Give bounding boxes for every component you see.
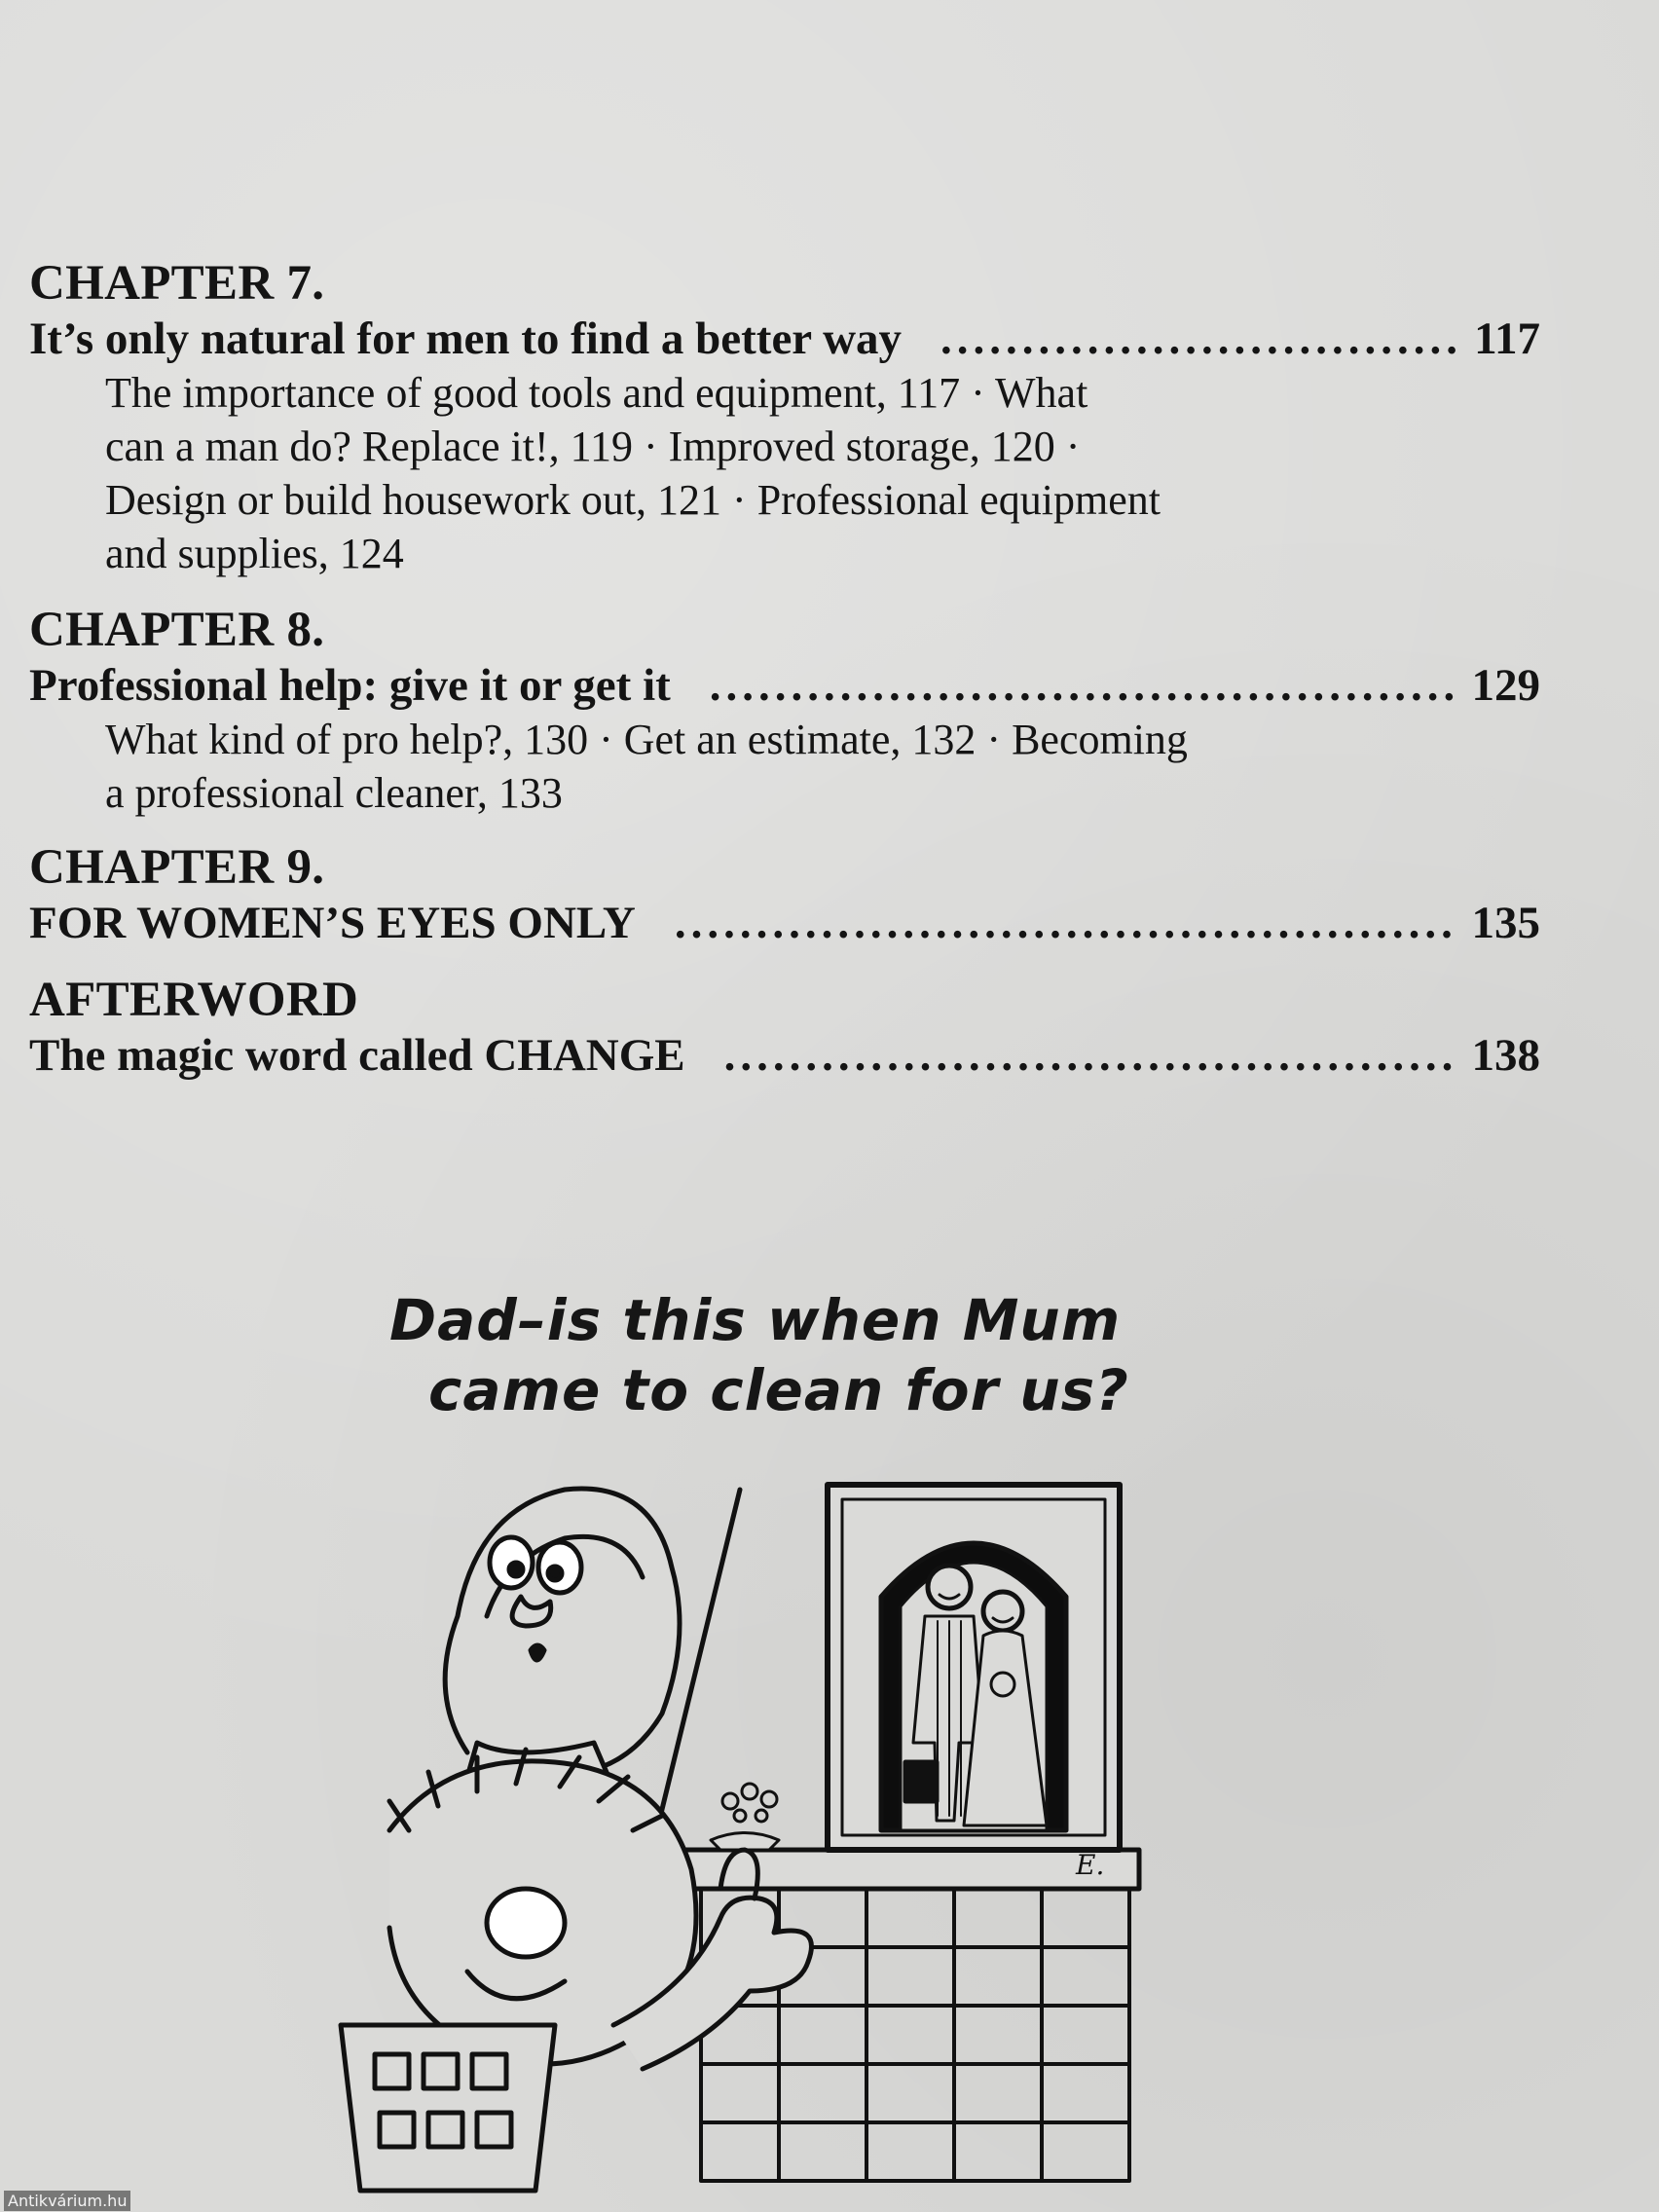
toc-entry-chapter-8[interactable] <box>29 602 1540 820</box>
contents-line: a professional cleaner, 133 <box>105 769 563 817</box>
chapter-title-row <box>29 658 1540 713</box>
flower-vase <box>711 1784 779 1850</box>
caption-line: came to clean for us? <box>428 1357 1129 1423</box>
toc-entry-chapter-9[interactable] <box>29 839 1540 950</box>
chapter-contents <box>105 366 1468 580</box>
artist-signature: E. <box>1076 1849 1105 1881</box>
contents-line: and supplies, 124 <box>105 530 404 577</box>
watermark-label: Antikvárium.hu <box>4 2191 130 2211</box>
contents-line: What kind of pro help?, 130 · Get an estimate, 132 · Becoming <box>105 716 1188 763</box>
page-number: 135 <box>1471 898 1540 948</box>
chapter-title: The magic word called CHANGE <box>29 1030 685 1081</box>
chapter-title-row <box>29 896 1540 950</box>
dot-leader <box>940 312 1456 366</box>
caption-line: Dad–is this when Mum <box>389 1287 1122 1353</box>
contents-line: The importance of good tools and equipment, 117 · What <box>105 369 1088 417</box>
chapter-heading: CHAPTER 9. <box>29 840 325 895</box>
dot-leader <box>710 658 1455 713</box>
page-number: 138 <box>1471 1030 1540 1081</box>
page-number: 129 <box>1471 660 1540 711</box>
contents-line: can a man do? Replace it!, 119 · Improved storage, 120 · <box>105 423 1081 470</box>
dot-leader <box>675 896 1455 950</box>
chapter-title: FOR WOMEN’S EYES ONLY <box>29 898 636 948</box>
chapter-title: Professional help: give it or get it <box>29 660 671 711</box>
chapter-heading: CHAPTER 8. <box>29 603 325 657</box>
mantelpiece <box>677 1850 1139 1889</box>
chapter-heading: AFTERWORD <box>29 973 359 1027</box>
chapter-heading: CHAPTER 7. <box>29 256 325 311</box>
chapter-contents <box>105 713 1468 820</box>
toc-entry-chapter-7[interactable] <box>29 255 1540 580</box>
child-figure <box>341 1750 811 2191</box>
chapter-title-row <box>29 312 1540 366</box>
wedding-photo-frame <box>828 1485 1120 1850</box>
chapter-title-row <box>29 1028 1540 1083</box>
cartoon-caption <box>389 1285 1129 1425</box>
dot-leader <box>724 1028 1455 1083</box>
toc-entry-afterword[interactable] <box>29 972 1540 1083</box>
chapter-title: It’s only natural for men to find a better way <box>29 313 903 364</box>
contents-line: Design or build housework out, 121 · Professional equipment <box>105 476 1161 524</box>
page-number: 117 <box>1474 313 1540 364</box>
